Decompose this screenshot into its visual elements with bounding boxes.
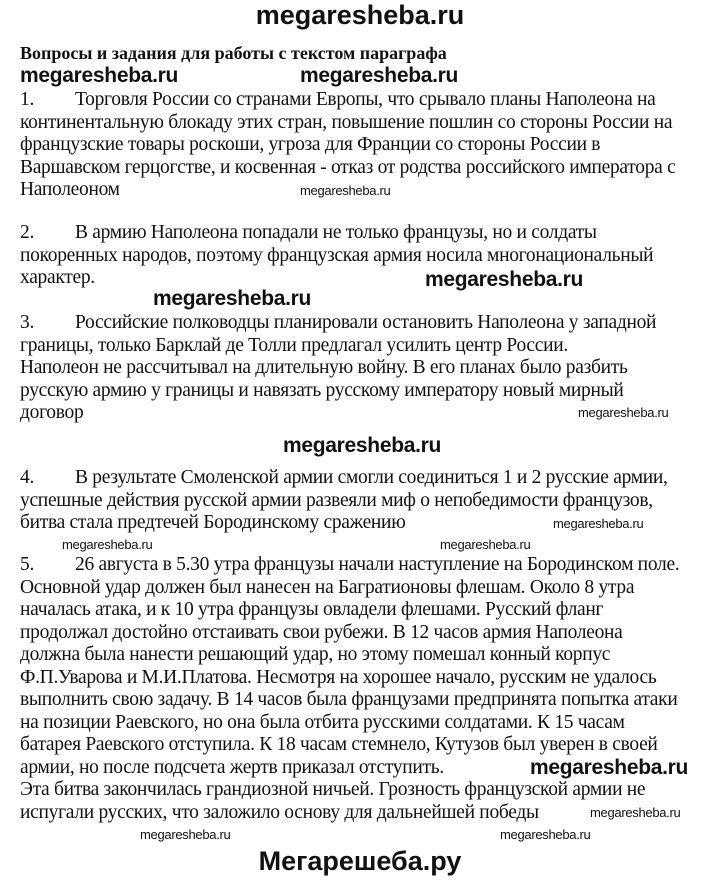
watermark: megaresheba.ru	[20, 64, 179, 87]
answer-text: Наполеоном	[20, 179, 120, 200]
answer-text: Наполеон не рассчитывал на длительную войну. В его планах было разбить	[20, 357, 628, 378]
answer-line	[20, 134, 600, 157]
answer-line	[20, 689, 677, 712]
answer-number: 1.	[20, 89, 35, 110]
answer-line	[20, 577, 634, 600]
answer-text: батарея Раевского отступила. К 18 часам стемнело, Кутузов был уверен в своей	[20, 734, 658, 755]
watermark: megaresheba.ru	[578, 405, 669, 420]
watermark: megaresheba.ru	[300, 183, 391, 198]
answer-text: успешные действия русской армии развеяли миф о непобедимости французов,	[20, 489, 653, 511]
watermark: megaresheba.ru	[530, 756, 689, 779]
answer-text: континентальную блокаду этих стран, повышение пошлин со стороны России на	[20, 111, 673, 133]
answer-line	[20, 757, 444, 780]
footer-site-title: Мегарешеба.ру	[258, 846, 462, 876]
answer-text: русскую армию у границы и навязать русскому императору новый мирный	[20, 379, 624, 401]
answer-number: 2.	[20, 222, 35, 243]
watermark: megaresheba.ru	[62, 537, 153, 552]
answer-number: 5.	[20, 554, 35, 575]
answer-text: покоренных народов, поэтому французская армия носила многонациональный	[20, 244, 654, 266]
watermark: megaresheba.ru	[590, 805, 681, 820]
answer-line	[20, 622, 623, 645]
answer-line	[20, 802, 539, 825]
answer-line	[20, 712, 625, 735]
answer-text: армии, но после подсчета жертв приказал отступить.	[20, 756, 444, 778]
watermark: megaresheba.ru	[440, 537, 531, 552]
answer-number: 3.	[20, 312, 35, 333]
answer-line	[20, 157, 675, 180]
watermark: megaresheba.ru	[300, 64, 459, 87]
answer-text: Ф.П.Уварова и М.И.Платова. Несмотря на хорошее начало, русским не удалось	[20, 666, 657, 688]
answer-text: Варшавском герцогстве, и косвенная - отказ от родства российского императора с	[20, 156, 676, 178]
answer-line	[20, 112, 672, 135]
answer-line	[20, 335, 568, 358]
answer-text: французские товары роскоши, угроза для Франции со стороны России в	[20, 134, 601, 155]
answer-line	[20, 357, 628, 380]
answer-line	[20, 644, 610, 667]
answer-first-line	[20, 312, 656, 335]
answer-text: характер.	[20, 267, 95, 288]
answer-line	[20, 245, 653, 268]
section-heading: Вопросы и задания для работы с текстом параграфа	[20, 43, 447, 63]
answer-first-line	[20, 554, 679, 577]
answer-text: Эта битва закончилась грандиозной ничьей. Грозность французской армии не	[20, 779, 646, 800]
answer-text: договор	[20, 402, 84, 423]
answer-text: Торговля России со странами Европы, что срывало планы Наполеона на	[75, 89, 656, 110]
answer-line	[20, 512, 405, 535]
answer-line	[20, 667, 656, 690]
answer-line	[20, 734, 658, 757]
answer-first-line	[20, 222, 597, 245]
answer-line	[20, 179, 120, 202]
answer-text: Основной удар должен был нанесен на Багратионовы флешам. Около 8 утра	[20, 576, 635, 598]
watermark: megaresheba.ru	[153, 287, 312, 310]
watermark: megaresheba.ru	[500, 827, 591, 842]
watermark: megaresheba.ru	[140, 827, 231, 842]
answer-line	[20, 599, 603, 622]
answer-line	[20, 779, 645, 802]
answer-text: 26 августа в 5.30 утра французы начали наступление на Бородинском поле.	[75, 554, 680, 575]
answer-text: на позиции Раевского, но она была отбита русскими солдатами. К 15 часам	[20, 711, 625, 733]
answer-number: 4.	[20, 467, 35, 488]
answer-text: границы, только Барклай де Толли предлагал усилить центр России.	[20, 334, 568, 356]
answer-line	[20, 490, 653, 513]
answer-line	[20, 380, 624, 403]
answer-text: выполнить свою задачу. В 14 часов была французами предпринята попытка атаки	[20, 689, 678, 710]
watermark: megaresheba.ru	[425, 268, 584, 291]
watermark: megaresheba.ru	[553, 516, 644, 531]
answer-text: должна была нанести решающий удар, но этому помешал конный корпус	[20, 644, 611, 665]
answer-first-line	[20, 89, 656, 112]
answer-line	[20, 402, 83, 425]
answer-text: В результате Смоленской армии смогли соединиться 1 и 2 русские армии,	[75, 467, 668, 488]
answer-text: испугали русских, что заложило основу для дальнейшей победы	[20, 801, 539, 823]
answer-text: продолжал достойно отстаивать свои рубежи. В 12 часов армия Наполеона	[20, 621, 623, 643]
answer-text: началась атака, и к 10 утра французы овладели флешами. Русский фланг	[20, 599, 604, 620]
answer-text: В армию Наполеона попадали не только французы, но и солдаты	[75, 222, 597, 243]
watermark: megaresheba.ru	[283, 434, 442, 457]
answer-line	[20, 267, 95, 290]
site-title: megaresheba.ru	[255, 0, 465, 30]
answer-text: Российские полководцы планировали остановить Наполеона у западной	[75, 312, 657, 333]
answer-text: битва стала предтечей Бородинскому сражению	[20, 512, 406, 533]
answer-first-line	[20, 467, 668, 490]
